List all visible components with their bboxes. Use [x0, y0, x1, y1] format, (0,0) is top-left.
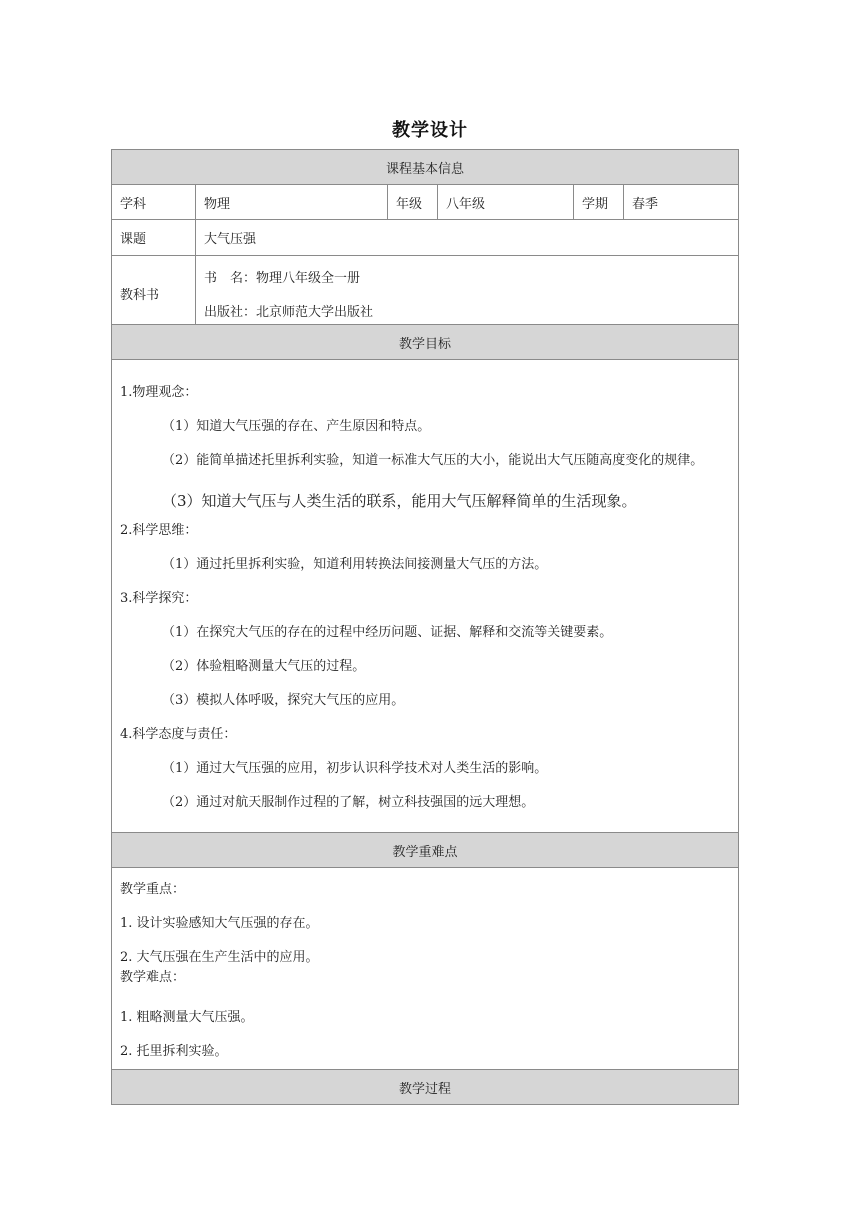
info-row-textbook	[112, 256, 739, 325]
section-row-process	[112, 1070, 739, 1105]
term-value: 春季	[624, 185, 739, 220]
info-row-subject	[112, 185, 739, 220]
difficulty-item-1: 1. 粗略测量大气压强。	[120, 1009, 254, 1025]
topic-label: 课题	[112, 220, 196, 256]
key-points-row	[112, 868, 739, 1070]
topic-value: 大气压强	[196, 220, 739, 256]
goal-2-1: （1）通过托里拆利实验，知道利用转换法间接测量大气压的方法。	[162, 557, 548, 572]
focus-item-2: 2. 大气压强在生产生活中的应用。	[120, 949, 319, 965]
info-row-topic	[112, 220, 739, 256]
subject-label: 学科	[112, 185, 196, 220]
section-header-process: 教学过程	[112, 1070, 739, 1105]
lesson-plan-table	[111, 149, 739, 1105]
section-row-basic-info	[112, 150, 739, 185]
goal-4-1: （1）通过大气压强的应用，初步认识科学技术对人类生活的影响。	[162, 761, 548, 776]
goal-heading-4: 4.科学态度与责任：	[120, 727, 237, 742]
goal-4-2: （2）通过对航天服制作过程的了解，树立科技强国的远大理想。	[162, 795, 535, 810]
difficulty-item-2: 2. 托里拆利实验。	[120, 1043, 228, 1059]
textbook-details	[196, 256, 739, 325]
section-header-basic-info: 课程基本信息	[112, 150, 739, 185]
grade-value: 八年级	[438, 185, 574, 220]
section-row-goals	[112, 325, 739, 360]
goal-heading-2: 2.科学思维：	[120, 523, 198, 538]
textbook-label: 教科书	[112, 256, 196, 325]
goal-3-2: （2）体验粗略测量大气压的过程。	[162, 659, 366, 674]
focus-label: 教学重点：	[120, 881, 186, 897]
grade-label: 年级	[388, 185, 438, 220]
section-header-key-points: 教学重难点	[112, 833, 739, 868]
difficulty-label: 教学难点：	[120, 969, 186, 985]
goals-row	[112, 360, 739, 833]
textbook-publisher: 出版社：北京师范大学出版社	[204, 305, 374, 320]
goal-1-1: （1）知道大气压强的存在、产生原因和特点。	[162, 419, 431, 434]
goal-3-3: （3）模拟人体呼吸，探究大气压的应用。	[162, 693, 405, 708]
goal-3-1: （1）在探究大气压的存在的过程中经历问题、证据、解释和交流等关键要素。	[162, 625, 613, 640]
subject-value: 物理	[196, 185, 388, 220]
section-header-goals: 教学目标	[112, 325, 739, 360]
textbook-name: 书 名：物理八年级全一册	[204, 271, 361, 286]
term-label: 学期	[574, 185, 624, 220]
document-title: 教学设计	[392, 120, 468, 141]
key-points-content	[112, 868, 739, 1070]
goal-heading-1: 1.物理观念：	[120, 385, 198, 400]
goal-1-2: （2）能简单描述托里拆利实验，知道一标准大气压的大小，能说出大气压随高度变化的规律。	[162, 453, 704, 468]
goal-heading-3: 3.科学探究：	[120, 591, 198, 606]
focus-item-1: 1. 设计实验感知大气压强的存在。	[120, 915, 319, 931]
goal-1-3: （3）知道大气压与人类生活的联系，能用大气压解释简单的生活现象。	[162, 492, 637, 510]
section-row-key-points	[112, 833, 739, 868]
goals-content	[112, 360, 739, 833]
